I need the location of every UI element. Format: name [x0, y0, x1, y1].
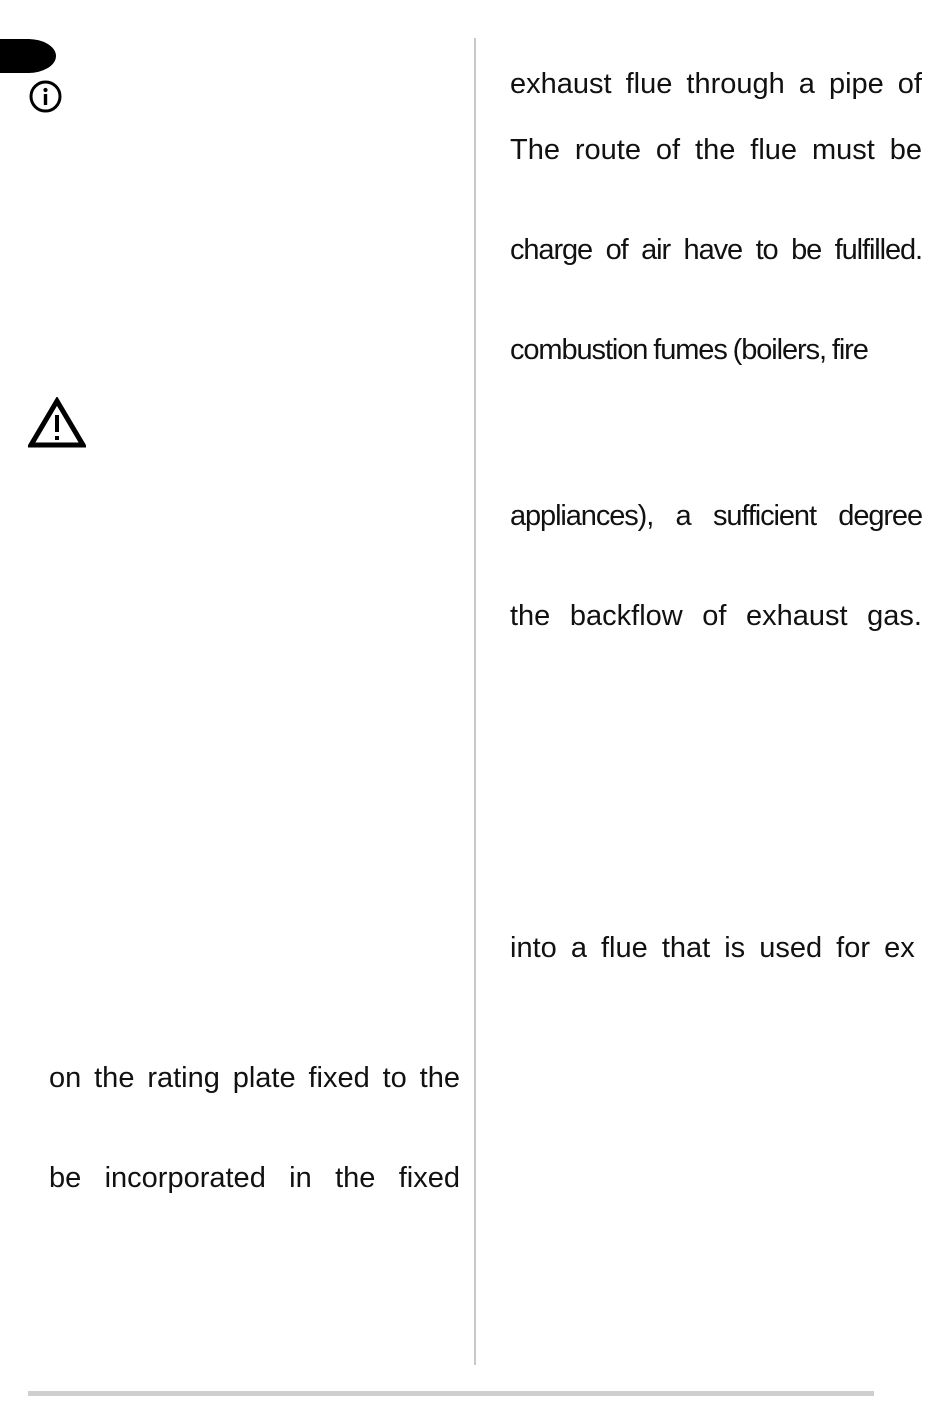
right-column-line-3: charge of air have to be fulfilled.: [510, 234, 922, 266]
info-icon: [29, 80, 62, 113]
left-column-line-2: be incorporated in the fixed: [49, 1162, 460, 1194]
column-divider: [474, 38, 476, 1365]
black-tab-marker: [0, 39, 56, 73]
right-column-line-5: appliances), a sufficient degree: [510, 500, 922, 532]
warning-triangle-icon: [28, 397, 86, 449]
right-column-line-6: the backflow of exhaust gas.: [510, 600, 922, 632]
right-column-line-1: exhaust flue through a pipe of: [510, 68, 922, 100]
right-column-line-4: combustion fumes (boilers, fire: [510, 334, 868, 366]
right-column-line-2: The route of the flue must be: [510, 134, 922, 166]
right-column-line-7: into a flue that is used for ex: [510, 932, 915, 964]
footer-rule: [28, 1391, 874, 1396]
left-column-line-1: on the rating plate fixed to the: [49, 1062, 460, 1094]
